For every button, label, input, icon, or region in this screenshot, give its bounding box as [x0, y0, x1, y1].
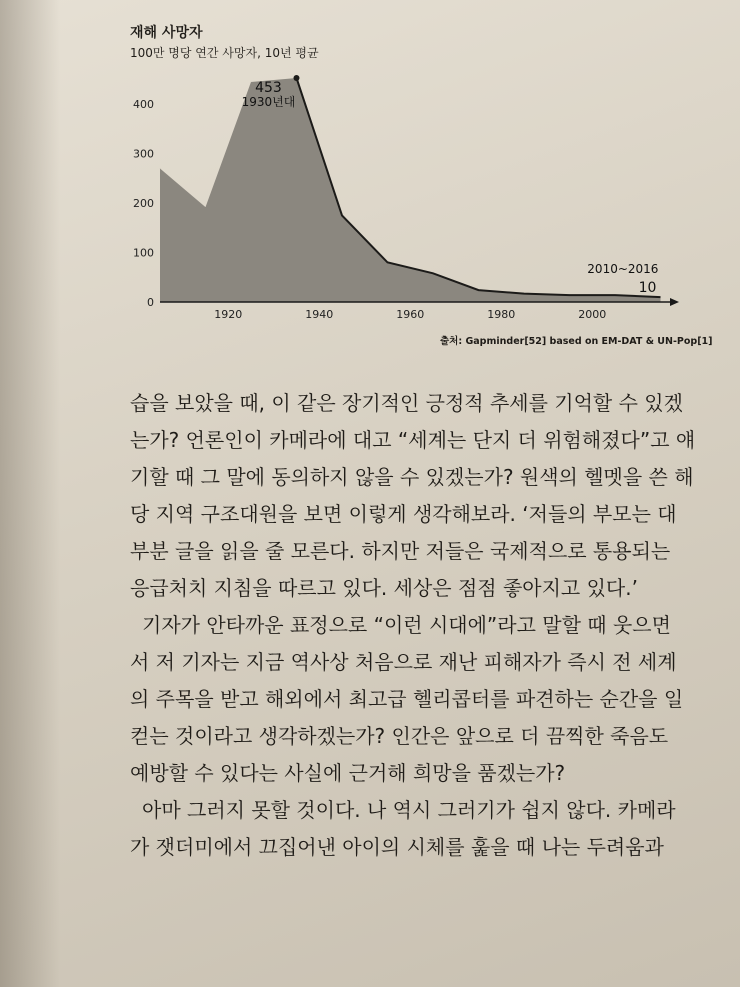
paragraph: [130, 792, 700, 866]
text-line: 예방할 수 있다는 사실에 근거해 희망을 품겠는가?: [130, 761, 566, 785]
peak-value-label: 453: [255, 80, 282, 96]
y-tick-label: 0: [147, 296, 154, 309]
y-tick-label: 300: [133, 147, 154, 161]
x-tick-label: 1980: [487, 308, 516, 321]
text-line: 가 잿더미에서 끄집어낸 아이의 시체를 훑을 때 나는 두려움과: [130, 835, 664, 859]
x-tick-label: 1920: [214, 308, 243, 321]
y-tick-label: 400: [133, 98, 154, 112]
text-line: 컫는 것이라고 생각하겠는가? 인간은 앞으로 더 끔찍한 죽음도: [130, 724, 669, 748]
text-line: 습을 보았을 때, 이 같은 장기적인 긍정적 추세를 기억할 수 있겠: [130, 391, 683, 415]
x-tick-label: 1940: [305, 308, 334, 321]
chart-source: 출처: Gapminder[52] based on EM-DAT & UN-Pop[1]: [440, 336, 713, 347]
text-line: 기자가 안타까운 표정으로 “이런 시대에”라고 말할 때 웃으면: [142, 613, 671, 637]
x-tick-label: 2000: [578, 308, 607, 321]
body-text: [130, 385, 700, 866]
end-period-label: 2010~2016: [587, 262, 659, 276]
text-line: 서 저 기자는 지금 역사상 처음으로 재난 피해자가 즉시 전 세계: [130, 650, 677, 674]
y-tick-label: 100: [133, 246, 154, 260]
text-line: 의 주목을 받고 해외에서 최고급 헬리콥터를 파견하는 순간을 일: [130, 687, 684, 711]
text-line: 기할 때 그 말에 동의하지 않을 수 있겠는가? 원색의 헬멧을 쓴 해: [130, 465, 694, 489]
text-line: 아마 그러지 못할 것이다. 나 역시 그러기가 쉽지 않다. 카메라: [142, 798, 676, 822]
paragraph: [130, 607, 700, 792]
text-line: 당 지역 구조대원을 보면 이렇게 생각해보라. ‘저들의 부모는 대: [130, 502, 677, 526]
data-point: [293, 75, 299, 81]
text-line: 부분 글을 읽을 줄 모른다. 하지만 저들은 국제적으로 통용되는: [130, 539, 671, 563]
y-tick-label: 200: [133, 197, 154, 211]
text-line: 는가? 언론인이 카메라에 대고 “세계는 단지 더 위험해졌다”고 얘: [130, 428, 696, 452]
paragraph: [130, 385, 700, 607]
x-tick-label: 1960: [396, 308, 425, 321]
chart-title: 재해 사망자: [130, 25, 203, 41]
end-value-label: 10: [638, 280, 657, 296]
x-axis-arrow: [670, 298, 679, 306]
area-chart: [0, 0, 740, 360]
chart-subtitle: 100만 명당 연간 사망자, 10년 평균: [130, 46, 319, 60]
peak-period-label: 1930년대: [241, 95, 296, 109]
text-line: 응급처치 지침을 따르고 있다. 세상은 점점 좋아지고 있다.’: [130, 576, 638, 600]
